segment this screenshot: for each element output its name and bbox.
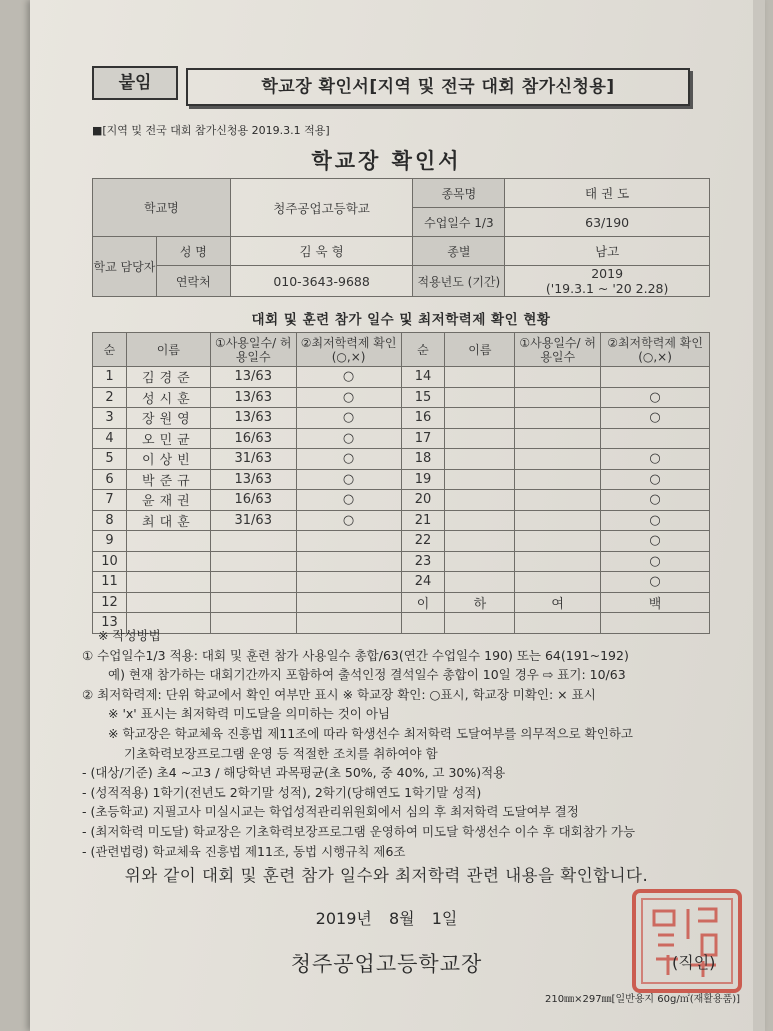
days-used (515, 531, 601, 552)
student-name (126, 531, 210, 552)
principal-name: 청주공업고등학교장 (290, 952, 483, 976)
table-row (93, 531, 710, 552)
student-name: 윤재권 (126, 490, 210, 511)
days-used (515, 469, 601, 490)
min-academic-check: ○ (601, 387, 710, 408)
min-academic-check: ○ (601, 572, 710, 593)
date-month: 8월 (388, 909, 415, 928)
event-value: 태 권 도 (505, 179, 710, 208)
min-academic-check: ○ (296, 367, 401, 388)
table-row (93, 510, 710, 531)
days-used: 13/63 (210, 387, 296, 408)
student-name (445, 551, 515, 572)
min-academic-check (296, 531, 401, 552)
days-used: 31/63 (210, 449, 296, 470)
closing-mark: 이 (401, 592, 445, 613)
row-number: 1 (93, 367, 127, 388)
days-used (515, 551, 601, 572)
student-name: 김경준 (126, 367, 210, 388)
table-row (93, 408, 710, 429)
student-name: 이상빈 (126, 449, 210, 470)
min-academic-check: ○ (296, 449, 401, 470)
student-name (126, 551, 210, 572)
table-row (93, 449, 710, 470)
header-name-right: 이름 (445, 333, 515, 367)
row-number: 18 (401, 449, 445, 470)
confirmation-statement: 위와 같이 대회 및 훈련 참가 일수와 최저학력 관련 내용을 확인합니다. (124, 866, 649, 885)
days-used (515, 367, 601, 388)
document-header-title: 학교장 확인서[지역 및 전국 대회 참가신청용] (186, 68, 690, 106)
days-used (515, 387, 601, 408)
days-used (515, 408, 601, 429)
contact-label: 연락처 (156, 266, 230, 297)
row-number: 23 (401, 551, 445, 572)
days-used: 13/63 (210, 469, 296, 490)
school-info-table (92, 178, 710, 297)
row-number: 12 (93, 592, 127, 613)
note-line: 예) 현재 참가하는 대회기간까지 포함하여 출석인정 결석일수 총합이 10일 경우 ⇨ 표기: 10/63 (108, 667, 626, 683)
header-check-right: ②최저학력제 확인(○,×) (601, 333, 710, 367)
min-academic-check: ○ (296, 510, 401, 531)
table-row (93, 428, 710, 449)
student-name (445, 408, 515, 429)
row-number: 14 (401, 367, 445, 388)
min-academic-check: ○ (296, 387, 401, 408)
days-used (515, 449, 601, 470)
table-row (93, 367, 710, 388)
event-label: 종목명 (413, 179, 505, 208)
header-name-left: 이름 (126, 333, 210, 367)
row-number: 13 (93, 613, 127, 634)
table-row (93, 469, 710, 490)
note-line: ② 최저학력제: 단위 학교에서 확인 여부만 표시 ※ 학교장 확인: ○표시, 학교장 미확인: × 표시 (82, 686, 596, 702)
row-number: 22 (401, 531, 445, 552)
gender-label: 종별 (413, 237, 505, 266)
table-row (93, 490, 710, 511)
days-used (515, 572, 601, 593)
student-name (445, 387, 515, 408)
days-used: 16/63 (210, 428, 296, 449)
student-name: 장원영 (126, 408, 210, 429)
official-seal-stamp (628, 885, 746, 997)
min-academic-check: ○ (601, 449, 710, 470)
closing-mark: 하 (445, 592, 515, 613)
min-academic-check (296, 551, 401, 572)
days-used (515, 428, 601, 449)
note-line: - (관련법령) 학교체육 진흥법 제11조, 동법 시행규칙 제6조 (82, 843, 406, 859)
name-value: 김 욱 형 (230, 237, 413, 266)
min-academic-check (601, 367, 710, 388)
row-number: 16 (401, 408, 445, 429)
student-name: 최대훈 (126, 510, 210, 531)
seal-label: (직인) (672, 953, 716, 972)
days-used (515, 510, 601, 531)
min-academic-check: ○ (601, 551, 710, 572)
note-line: - (성적적용) 1학기(전년도 2학기말 성적), 2학기(당해연도 1학기말 성적) (82, 784, 482, 800)
min-academic-check (296, 572, 401, 593)
note-line: - (초등학교) 지필고사 미실시교는 학업성적관리위원회에서 심의 후 최저학력 도달여부 결정 (82, 804, 579, 820)
days-used (210, 551, 296, 572)
row-number: 6 (93, 469, 127, 490)
name-label: 성 명 (156, 237, 230, 266)
student-name (126, 572, 210, 593)
row-number: 24 (401, 572, 445, 593)
min-academic-check: ○ (601, 469, 710, 490)
student-name (445, 469, 515, 490)
header-days-left: ①사용일수/ 허용일수 (210, 333, 296, 367)
student-name (445, 531, 515, 552)
header-no-right: 순 (401, 333, 445, 367)
min-academic-check: ○ (601, 531, 710, 552)
min-academic-check (601, 428, 710, 449)
participation-section-title: 대회 및 훈련 참가 일수 및 최저학력제 확인 현황 (251, 312, 551, 328)
days-used (210, 592, 296, 613)
writing-instructions (82, 626, 722, 861)
table-row (93, 592, 710, 613)
apply-note: ■[지역 및 전국 대회 참가신청용 2019.3.1 적용] (92, 124, 330, 137)
min-academic-check: ○ (601, 408, 710, 429)
paper-size-note: 210㎜×297㎜[일반용지 60g/㎡(재활용품)] (545, 994, 741, 1005)
student-name (445, 449, 515, 470)
row-number: 7 (93, 490, 127, 511)
header-days-right: ①사용일수/ 허용일수 (515, 333, 601, 367)
row-number: 8 (93, 510, 127, 531)
row-number: 10 (93, 551, 127, 572)
student-name: 오민균 (126, 428, 210, 449)
student-name: 성시훈 (126, 387, 210, 408)
note-line: ※ 'x' 표시는 최저학력 미도달을 의미하는 것이 아님 (108, 706, 390, 722)
min-academic-check: ○ (296, 428, 401, 449)
min-academic-check: ○ (601, 510, 710, 531)
student-name (445, 572, 515, 593)
student-name: 박준규 (126, 469, 210, 490)
gender-value: 남고 (505, 237, 710, 266)
days-used: 13/63 (210, 367, 296, 388)
date-year: 2019년 (315, 909, 372, 928)
days-label: 수업일수 1/3 (413, 208, 505, 237)
table-row (93, 387, 710, 408)
min-academic-check (296, 592, 401, 613)
min-academic-check: ○ (296, 408, 401, 429)
row-number: 9 (93, 531, 127, 552)
year-period: ('19.3.1 ~ '20 2.28) (545, 281, 669, 296)
student-name (445, 367, 515, 388)
row-number: 21 (401, 510, 445, 531)
note-line: - (대상/기준) 초4 ~고3 / 해당학년 과목평균(초 50%, 중 40%, 고 30%)적용 (82, 765, 506, 781)
main-title: 학교장 확인서 (311, 149, 462, 173)
student-name (126, 592, 210, 613)
header-no-left: 순 (93, 333, 127, 367)
year-cell (505, 266, 710, 297)
date-day: 1일 (431, 909, 458, 928)
note-line: ※ 학교장은 학교체육 진흥법 제11조에 따라 학생선수 최저학력 도달여부를 의무적으로 확인하고 (108, 725, 633, 741)
note-heading: ※ 작성방법 (98, 628, 161, 643)
row-number: 20 (401, 490, 445, 511)
days-value: 63/190 (505, 208, 710, 237)
days-used: 16/63 (210, 490, 296, 511)
min-academic-check: ○ (296, 490, 401, 511)
row-number: 2 (93, 387, 127, 408)
student-name (445, 510, 515, 531)
min-academic-check: ○ (296, 469, 401, 490)
note-line: - (최저학력 미도달) 학교장은 기초학력보장프로그램 운영하여 미도달 학생선수 이수 후 대회참가 가능 (82, 823, 636, 839)
days-used (210, 572, 296, 593)
school-name: 청주공업고등학교 (230, 179, 413, 237)
row-number: 19 (401, 469, 445, 490)
attachment-tag: 붙임 (92, 66, 178, 100)
row-number: 15 (401, 387, 445, 408)
school-label: 학교명 (93, 179, 231, 237)
header-check-left: ②최저학력제 확인(○,×) (296, 333, 401, 367)
table-header-row (93, 333, 710, 367)
student-name (445, 490, 515, 511)
row-number: 3 (93, 408, 127, 429)
row-number: 11 (93, 572, 127, 593)
note-line: ① 수업일수1/3 적용: 대회 및 훈련 참가 사용일수 총합/63(연간 수업일수 190) 또는 64(191~192) (82, 647, 629, 663)
contact-value: 010-3643-9688 (230, 266, 413, 297)
table-row (93, 572, 710, 593)
note-line: 기초학력보장프로그램 운영 등 적절한 조치를 취하여야 함 (124, 745, 438, 761)
row-number: 4 (93, 428, 127, 449)
row-number: 17 (401, 428, 445, 449)
days-used: 13/63 (210, 408, 296, 429)
min-academic-check: ○ (601, 490, 710, 511)
closing-mark: 여 (515, 592, 601, 613)
table-row (93, 551, 710, 572)
closing-mark: 백 (601, 592, 710, 613)
student-name (445, 428, 515, 449)
year-value: 2019 (591, 266, 624, 281)
days-used (210, 531, 296, 552)
participation-table (92, 332, 710, 634)
days-used: 31/63 (210, 510, 296, 531)
manager-label: 학교 담당자 (93, 237, 157, 297)
year-label: 적용년도 (기간) (413, 266, 505, 297)
row-number: 5 (93, 449, 127, 470)
days-used (515, 490, 601, 511)
